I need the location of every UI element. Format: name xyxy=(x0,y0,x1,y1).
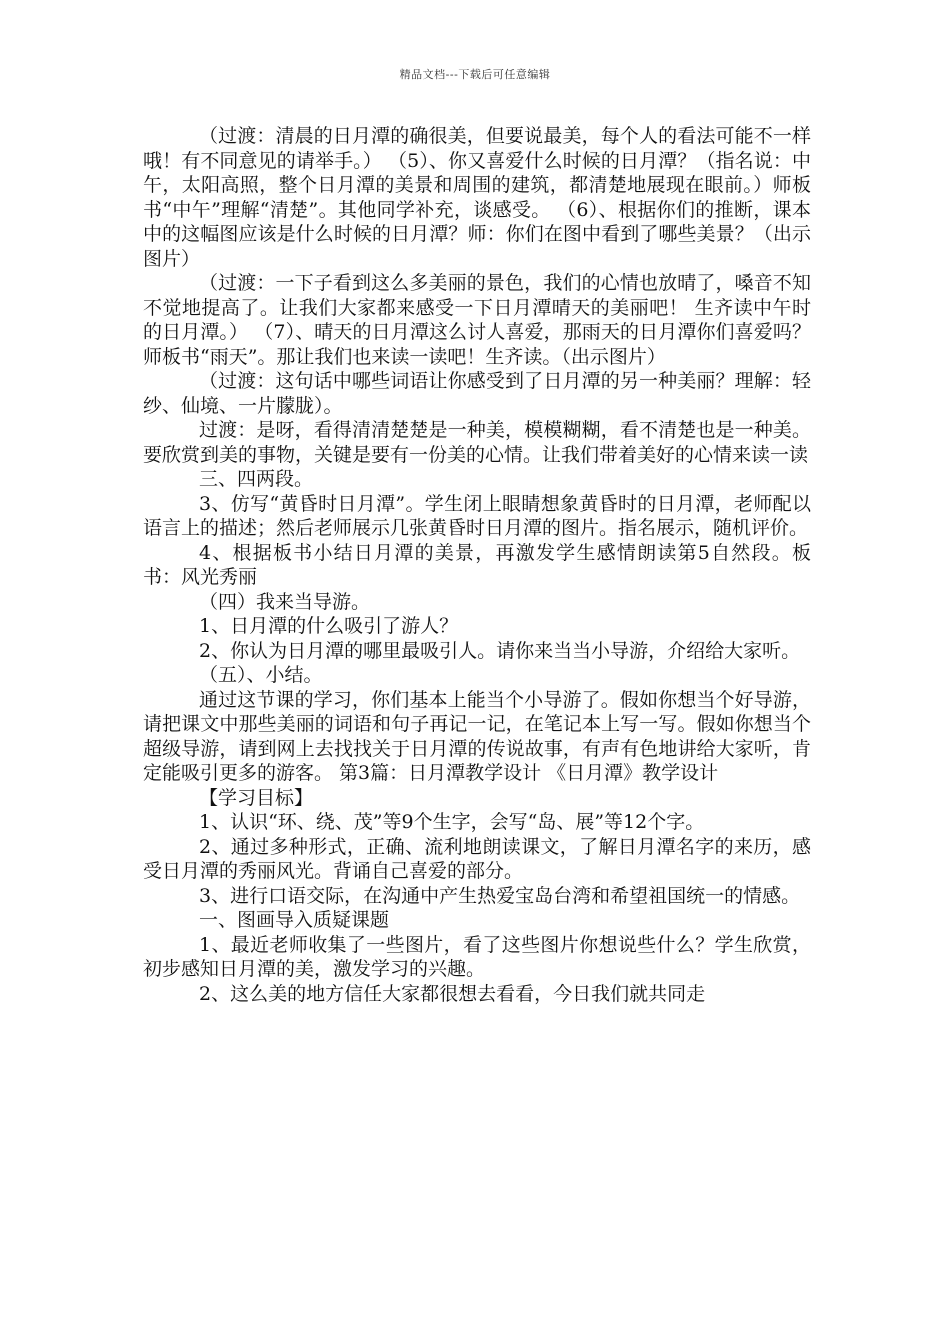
paragraph: 一、图画导入质疑课题 xyxy=(199,909,390,931)
paragraph: 2、你认为日月潭的哪里最吸引人。请你来当当小导游，介绍给大家听。 xyxy=(199,639,801,662)
paragraph: 通过这节课的学习，你们基本上能当个小导游了。假如你想当个好导游，请把课文中那些美丽的词语和句子再记一记，在笔记本上写一写。假如你想当个超级导游，请到网上去找找关于日月潭的传说故事，有声有色地讲给大家听，肯定能吸引更多的游客。 第3篇：日月潭教学设计 《日月潭》教学设计 xyxy=(143,688,811,784)
paragraph: （五）、小结。 xyxy=(199,664,323,686)
paragraph: 【学习目标】 xyxy=(199,786,314,809)
paragraph: 3、仿写“黄昏时日月潭”。学生闭上眼睛想象黄昏时的日月潭，老师配以语言上的描述；然后老师展示几张黄昏时日月潭的图片。指名展示，随机评价。 xyxy=(143,492,811,539)
paragraph: 2、通过多种形式，正确、流利地朗读课文，了解日月潭名字的来历，感受日月潭的秀丽风光。背诵自己喜爱的部分。 xyxy=(143,835,811,882)
paragraph: （过渡：一下子看到这么多美丽的景色，我们的心情也放晴了，嗓音不知不觉地提高了。让我们大家都来感受一下日月潭晴天的美丽吧！ 生齐读中午时的日月潭。） （7）、晴天的日月潭这么讨人喜爱，那雨天的日月潭你们喜爱吗？ 师板书“雨天”。那让我们也来读一读吧！生齐读。（出示图片） xyxy=(143,272,811,368)
paragraph: 4、根据板书小结日月潭的美景，再激发学生感情朗读第5自然段。板书：风光秀丽 xyxy=(143,541,811,588)
page-header: 精品文档---下载后可任意编辑 xyxy=(399,68,551,81)
paragraph: 1、日月潭的什么吸引了游人？ xyxy=(199,615,459,637)
paragraph: 2、这么美的地方信任大家都很想去看看，今日我们就共同走 xyxy=(199,982,706,1005)
paragraph: （四）我来当导游。 xyxy=(199,590,371,613)
paragraph: 过渡：是呀，看得清清楚楚是一种美，模模糊糊，看不清楚也是一种美。要欣赏到美的事物，关键是要有一份美的心情。让我们带着美好的心情来读一读 xyxy=(143,419,811,466)
paragraph: （过渡：清晨的日月潭的确很美，但要说最美，每个人的看法可能不一样哦！有不同意见的请举手。） （5）、你又喜爱什么时候的日月潭？（指名说：中午，太阳高照，整个日月潭的美景和周围的建筑，都清楚地展现在眼前。）师板书“中午”理解“清楚”。其他同学补充，谈感受。 （6）、根据你们的推断，课本中的这幅图应该是什么时候的日月潭？师：你们在图中看到了哪些美景？（出示图片） xyxy=(143,125,811,270)
paragraph: 3、进行口语交际，在沟通中产生热爱宝岛台湾和希望祖国统一的情感。 xyxy=(199,884,801,907)
document-body xyxy=(143,124,811,1006)
paragraph: 1、认识“环、绕、茂”等9个生字，会写“岛、展”等12个字。 xyxy=(199,811,705,833)
paragraph: 1、最近老师收集了一些图片，看了这些图片你想说些什么？学生欣赏，初步感知日月潭的美，激发学习的兴趣。 xyxy=(143,933,811,980)
paragraph: 三、四两段。 xyxy=(199,468,314,490)
paragraph: （过渡：这句话中哪些词语让你感受到了日月潭的另一种美丽？理解：轻纱、仙境、一片朦胧）。 xyxy=(143,370,811,417)
